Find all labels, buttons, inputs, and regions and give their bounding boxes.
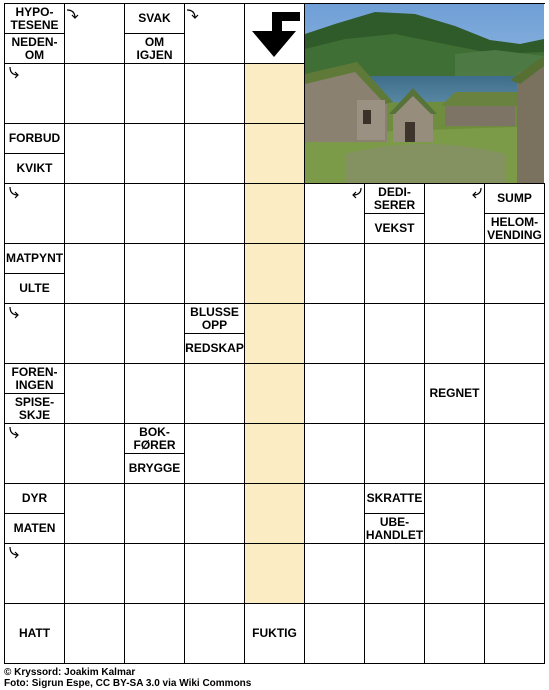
- grid-cell[interactable]: [124, 363, 184, 423]
- grid-cell[interactable]: [184, 183, 244, 243]
- grid-cell[interactable]: [64, 603, 124, 663]
- clue-arrow-icon: [7, 186, 21, 200]
- clue: SVAK: [125, 4, 184, 33]
- grid-cell[interactable]: [484, 363, 544, 423]
- clue: REDSKAP: [185, 334, 244, 363]
- grid-line: [4, 483, 545, 484]
- grid-cell[interactable]: [484, 543, 544, 603]
- grid-cell[interactable]: [244, 543, 304, 603]
- clue: BOK- FØRER: [125, 424, 184, 453]
- clue: MATEN: [5, 514, 64, 543]
- clue-arrow-icon: [349, 186, 363, 200]
- grid-line: [4, 183, 545, 184]
- grid-cell[interactable]: [364, 423, 424, 483]
- grid-cell[interactable]: [184, 63, 244, 123]
- grid-cell[interactable]: [364, 543, 424, 603]
- clue: FOREN- INGEN: [5, 364, 64, 393]
- clue-arrow-icon: [7, 66, 21, 80]
- grid-cell[interactable]: [124, 183, 184, 243]
- grid-cell[interactable]: [304, 483, 364, 543]
- grid-line: [64, 3, 65, 664]
- grid-cell[interactable]: [184, 543, 244, 603]
- grid-cell[interactable]: [64, 123, 124, 183]
- grid-cell[interactable]: [244, 483, 304, 543]
- grid-cell[interactable]: [484, 243, 544, 303]
- grid-cell[interactable]: [424, 483, 484, 543]
- grid-cell[interactable]: [304, 423, 364, 483]
- clue: FUKTIG: [245, 604, 304, 663]
- landscape-photo: [305, 4, 544, 183]
- clue: NEDEN- OM: [5, 34, 64, 63]
- grid-cell[interactable]: [304, 603, 364, 663]
- grid-cell[interactable]: [304, 243, 364, 303]
- clue: SUMP: [485, 184, 544, 213]
- grid-cell[interactable]: [244, 123, 304, 183]
- clue-arrow-icon: [66, 7, 80, 21]
- clue: SPISE- SKJE: [5, 394, 64, 423]
- clue: UBE- HANDLET: [365, 514, 424, 542]
- clue: HELOM- VENDING: [485, 214, 544, 243]
- grid-cell[interactable]: [124, 603, 184, 663]
- grid-line: [4, 243, 545, 244]
- clue: FORBUD: [5, 124, 64, 153]
- grid-line: [4, 303, 545, 304]
- clue: HYPO- TESENE: [5, 4, 64, 33]
- clue: HATT: [5, 604, 64, 663]
- grid-cell[interactable]: [184, 363, 244, 423]
- clue: KVIKT: [5, 154, 64, 183]
- clue: BRYGGE: [125, 454, 184, 483]
- grid-cell[interactable]: [424, 543, 484, 603]
- grid-cell[interactable]: [184, 483, 244, 543]
- clue-arrow-icon: [7, 426, 21, 440]
- grid-cell[interactable]: [184, 123, 244, 183]
- grid-cell[interactable]: [124, 483, 184, 543]
- clue-arrow-icon: [186, 7, 200, 21]
- grid-cell[interactable]: [64, 363, 124, 423]
- grid-cell[interactable]: [64, 423, 124, 483]
- grid-cell[interactable]: [484, 603, 544, 663]
- clue: BLUSSE OPP: [185, 304, 244, 333]
- grid-cell[interactable]: [64, 303, 124, 363]
- clue: MATPYNT: [5, 244, 64, 273]
- clue: DEDI- SERER: [365, 184, 424, 213]
- grid-line: [4, 543, 545, 544]
- grid-cell[interactable]: [364, 303, 424, 363]
- grid-cell[interactable]: [244, 363, 304, 423]
- grid-cell[interactable]: [364, 363, 424, 423]
- grid-cell[interactable]: [424, 243, 484, 303]
- grid-line: [244, 3, 245, 664]
- grid-cell[interactable]: [484, 483, 544, 543]
- clue-arrow-icon: [7, 306, 21, 320]
- grid-cell[interactable]: [124, 123, 184, 183]
- grid-cell[interactable]: [304, 363, 364, 423]
- grid-cell[interactable]: [64, 483, 124, 543]
- grid-line: [4, 663, 545, 664]
- grid-cell[interactable]: [244, 63, 304, 123]
- grid-line: [124, 3, 125, 664]
- grid-cell[interactable]: [244, 303, 304, 363]
- grid-cell[interactable]: [424, 423, 484, 483]
- grid-line: [4, 3, 5, 664]
- grid-cell[interactable]: [364, 243, 424, 303]
- grid-cell[interactable]: [244, 423, 304, 483]
- grid-cell[interactable]: [64, 63, 124, 123]
- clue-arrow-icon: [469, 186, 483, 200]
- solution-arrow-icon: [248, 9, 302, 64]
- grid-cell[interactable]: [364, 603, 424, 663]
- credit-photo: Foto: Sigrun Espe, CC BY-SA 3.0 via Wiki Commons: [4, 678, 252, 689]
- grid-cell[interactable]: [184, 603, 244, 663]
- grid-cell[interactable]: [484, 303, 544, 363]
- grid-cell[interactable]: [244, 243, 304, 303]
- grid-cell[interactable]: [424, 303, 484, 363]
- grid-cell[interactable]: [304, 543, 364, 603]
- grid-cell[interactable]: [184, 423, 244, 483]
- grid-cell[interactable]: [184, 243, 244, 303]
- clue: DYR: [5, 484, 64, 513]
- clue: VEKST: [365, 214, 424, 243]
- grid-cell[interactable]: [64, 543, 124, 603]
- clue: ULTE: [5, 274, 64, 303]
- grid-cell[interactable]: [124, 543, 184, 603]
- grid-cell[interactable]: [124, 63, 184, 123]
- grid-cell[interactable]: [484, 423, 544, 483]
- clue: SKRATTE: [365, 484, 424, 513]
- credits: [4, 667, 251, 689]
- clue: REGNET: [425, 364, 484, 423]
- grid-cell[interactable]: [304, 303, 364, 363]
- credit-puzzle: © Kryssord: Joakim Kalmar: [4, 667, 136, 678]
- grid-cell[interactable]: [424, 603, 484, 663]
- grid-line: [4, 423, 545, 424]
- grid-cell[interactable]: [124, 303, 184, 363]
- grid-cell[interactable]: [64, 243, 124, 303]
- grid-cell[interactable]: [64, 183, 124, 243]
- clue-arrow-icon: [7, 546, 21, 560]
- grid-cell[interactable]: [244, 183, 304, 243]
- clue: OM IGJEN: [125, 34, 184, 63]
- grid-cell[interactable]: [124, 243, 184, 303]
